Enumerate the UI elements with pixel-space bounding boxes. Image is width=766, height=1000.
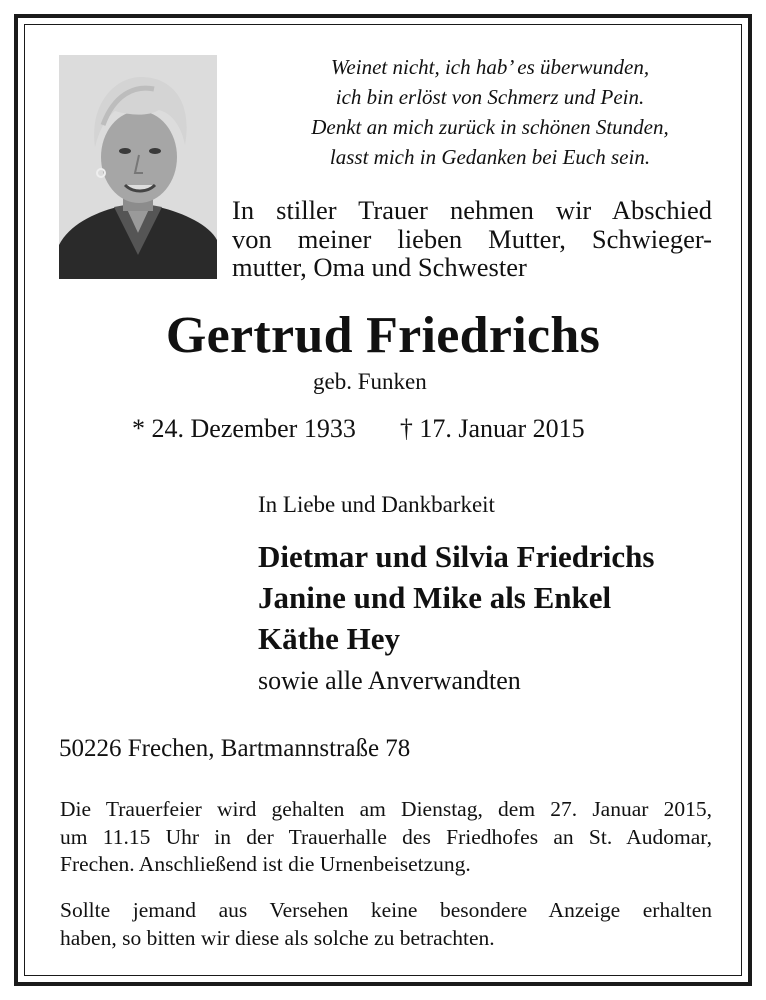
poem-line: ich bin erlöst von Schmerz und Pein.	[335, 85, 645, 109]
poem-line: Denkt an mich zurück in schönen Stunden,	[311, 115, 669, 139]
mourner-names	[258, 536, 654, 659]
note-line: haben, so bitten wir diese als solche zu betrachten.	[60, 925, 495, 950]
ceremony-line: Die Trauerfeier wird gehalten am Dienstag, dem 27. Januar 2015,	[60, 797, 712, 821]
other-relatives: sowie alle Anverwandten	[258, 666, 521, 695]
intro-text	[232, 196, 712, 282]
dedication: In Liebe und Dankbarkeit	[258, 492, 495, 517]
notice-note	[60, 897, 712, 952]
death-date: † 17. Januar 2015	[399, 414, 585, 443]
mourner-name: Dietmar und Silvia Friedrichs	[258, 539, 655, 574]
ceremony-line: Frechen. Anschließend ist die Urnenbeisetzung.	[60, 852, 471, 876]
ceremony-line: um 11.15 Uhr in der Trauerhalle des Friedhofes an St. Audomar,	[60, 824, 712, 849]
intro-line: mutter, Oma und Schwester	[232, 252, 527, 282]
birth-date: * 24. Dezember 1933	[132, 414, 356, 443]
address: 50226 Frechen, Bartmannstraße 78	[59, 735, 411, 762]
ceremony-info	[60, 796, 712, 879]
note-line: Sollte jemand aus Versehen keine besondere Anzeige erhalten	[60, 898, 712, 922]
portrait-illustration	[59, 55, 217, 279]
portrait-photo	[59, 55, 217, 279]
birth-name: geb. Funken	[313, 369, 427, 394]
mourner-name: Käthe Hey	[258, 621, 401, 656]
intro-line: von meiner lieben Mutter, Schwieger-	[232, 223, 712, 254]
poem	[250, 52, 730, 172]
poem-line: Weinet nicht, ich hab’ es überwunden,	[330, 55, 650, 79]
poem-line: lasst mich in Gedanken bei Euch sein.	[329, 145, 651, 169]
life-dates	[132, 412, 585, 446]
deceased-name: Gertrud Friedrichs	[165, 307, 601, 364]
mourner-name: Janine und Mike als Enkel	[258, 580, 612, 615]
intro-line: In stiller Trauer nehmen wir Abschied	[232, 195, 712, 225]
